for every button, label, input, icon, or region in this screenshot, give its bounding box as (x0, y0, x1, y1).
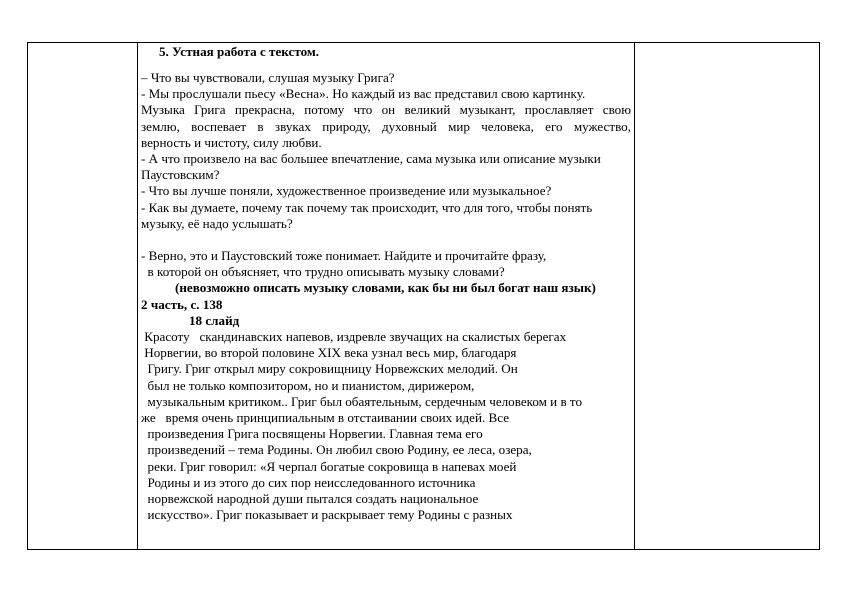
dialogue-line: Музыка Грига прекрасна, потому что он великий музыкант, прославляет свою (141, 102, 631, 118)
dialogue-line: верность и чистоту, силу любви. (141, 134, 322, 150)
slide-number: 18 слайд (189, 312, 240, 328)
table-bottom-border (27, 549, 820, 550)
story-line: же время очень принципиальным в отстаивании своих идей. Все (141, 409, 510, 425)
dialogue-line: - Мы прослушали пьесу «Весна». Но каждый из вас представил свою картинку. (141, 86, 586, 102)
task-line: в которой он объясняет, что трудно описывать музыку словами? (141, 264, 505, 280)
story-line: норвежской народной души пытался создать национальное (141, 490, 479, 506)
story-line: Красоту скандинавских напевов, издревле звучащих на скалистых берегах (141, 329, 567, 344)
task-line: - Верно, это и Паустовский тоже понимает. Найдите и прочитайте фразу, (141, 248, 547, 264)
story-line: реки. Григ говорил: «Я черпал богатые сокровища в напевах моей (141, 458, 517, 474)
story-line: Норвегии, во второй половине XIX века узнал весь мир, благодаря (141, 345, 517, 361)
story-line: был не только композитором, но и пианистом, дирижером, (141, 377, 475, 393)
story-line: музыкальным критиком.. Григ был обаятельным, сердечным человеком и в то (141, 393, 583, 409)
book-reference: 2 часть, с. 138 (141, 296, 223, 312)
table-top-border (27, 42, 820, 43)
answer-line: (невозможно описать музыку словами, как бы ни был богат наш язык) (175, 280, 596, 296)
table-left-border (27, 42, 28, 550)
lesson-content-cell (141, 44, 631, 547)
dialogue-line: - Что вы лучше поняли, художественное произведение или музыкальное? (141, 183, 552, 199)
dialogue-line: землю, воспевает в звуках природу, духовный мир человека, его мужество, (141, 118, 631, 134)
dialogue-line: Паустовским? (141, 167, 220, 183)
story-line: Григу. Григ открыл миру сокровищницу Норвежских мелодий. Он (141, 361, 518, 377)
story-line: произведений – тема Родины. Он любил свою Родину, ее леса, озера, (141, 442, 532, 458)
dialogue-line: музыку, её надо услышать? (141, 215, 293, 231)
dialogue-line: – Что вы чувствовали, слушая музыку Грига? (141, 70, 395, 85)
table-column-divider-1 (137, 42, 138, 550)
story-line: искусство». Григ показывает и раскрывает тему Родины с разных (141, 507, 513, 523)
section-heading: 5. Устная работа с текстом. (159, 44, 320, 59)
dialogue-line: - Как вы думаете, почему так почему так происходит, что для того, чтобы понять (141, 199, 593, 215)
table-right-border (819, 42, 820, 550)
story-line: произведения Грига посвящены Норвегии. Главная тема его (141, 426, 483, 442)
table-column-divider-2 (634, 42, 635, 550)
dialogue-line: - А что произвело на вас большее впечатление, сама музыка или описание музыки (141, 150, 601, 166)
story-line: Родины и из этого до сих пор неисследованного источника (141, 474, 476, 490)
